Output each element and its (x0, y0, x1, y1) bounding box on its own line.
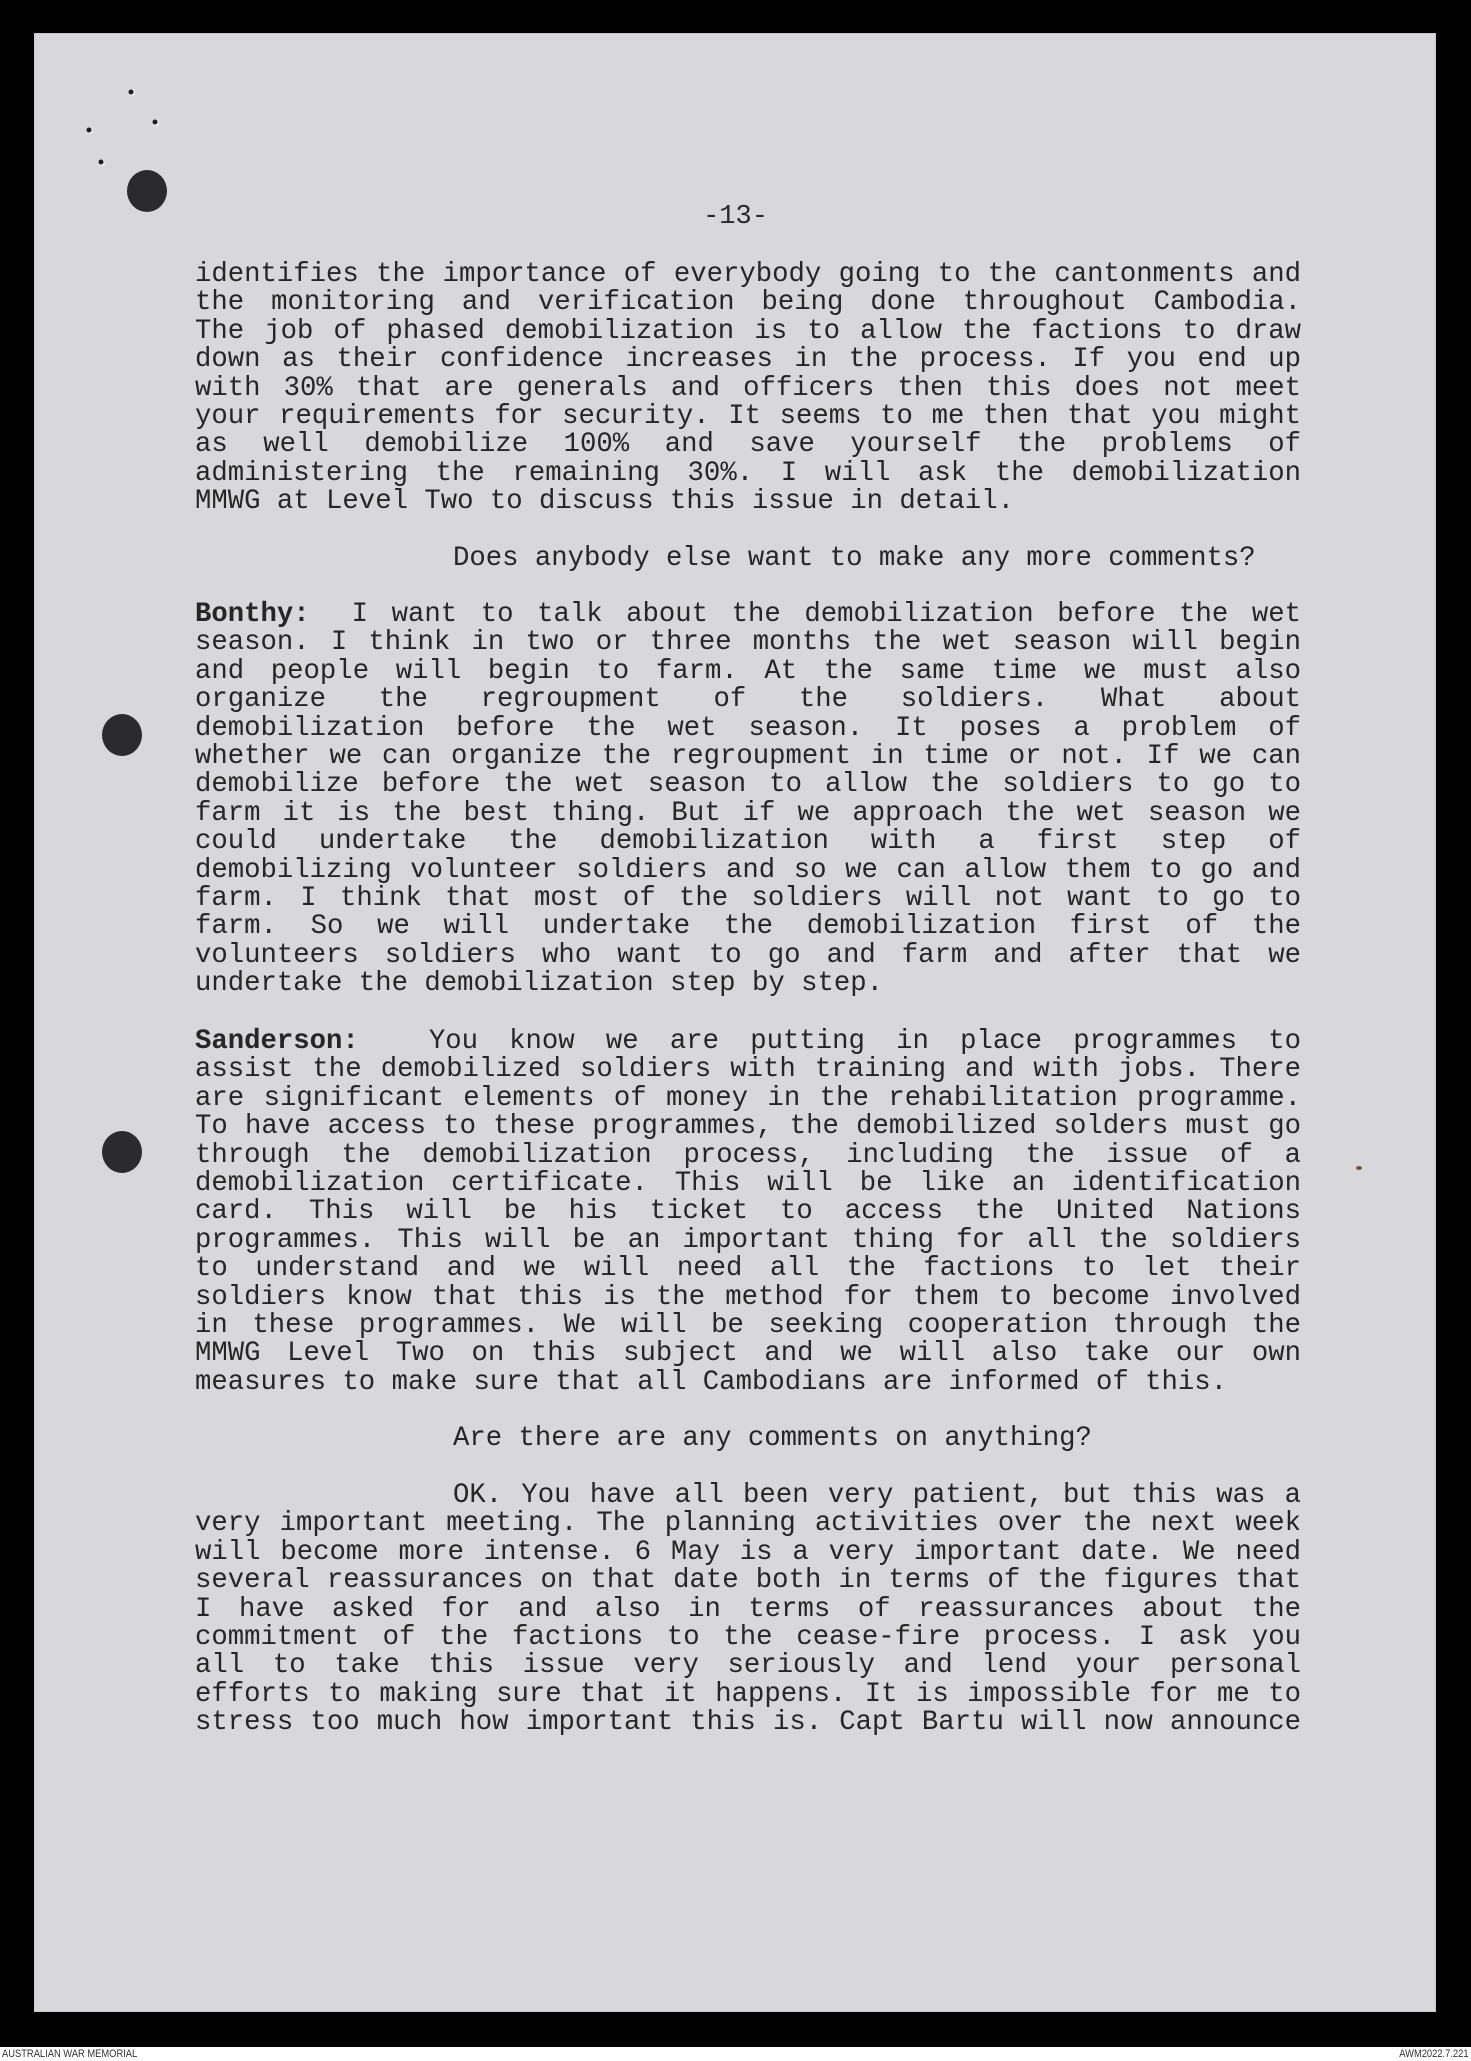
speaker-label: Sanderson: (195, 1026, 359, 1057)
text-line: several reassurances on that date both in terms of the figures that (195, 1565, 1301, 1597)
text-line: and people will begin to farm. At the same time we must also (195, 655, 1301, 687)
text-line: administering the remaining 30%. I will ask the demobilization (195, 457, 1301, 489)
text-line: will become more intense. 6 May is a very important date. We need (195, 1536, 1301, 1568)
bonthy-paragraph (195, 601, 1301, 998)
pin-hole (129, 90, 134, 95)
text-line: assist the demobilized soldiers with training and with jobs. There (195, 1054, 1301, 1086)
text-line: are significant elements of money in the rehabilitation programme. (195, 1082, 1301, 1114)
text-line: soldiers know that this is the method for them to become involved (195, 1281, 1301, 1313)
text-line: the monitoring and verification being done throughout Cambodia. (195, 287, 1301, 319)
text-line: in these programmes. We will be seeking cooperation through the (195, 1309, 1301, 1341)
text-fragment: You know we are putting in place programmes to (428, 1026, 1301, 1057)
text-line: programmes. This will be an important thing for all the soldiers (195, 1224, 1301, 1256)
closing-paragraph (195, 1482, 1301, 1738)
archive-reference: AWM2022.7.221 (1399, 2048, 1469, 2060)
text-line: undertake the demobilization step by step. (195, 968, 883, 1000)
text-line (195, 1482, 1301, 1510)
archive-footer (0, 2047, 1471, 2061)
page-number: -13- (703, 202, 768, 232)
text-line: demobilization before the wet season. It poses a problem of (195, 712, 1301, 744)
archive-name: AUSTRALIAN WAR MEMORIAL (2, 2048, 138, 2060)
text-line: To have access to these programmes, the demobilized solders must go (195, 1111, 1301, 1143)
text-line: as well demobilize 100% and save yourself the problems of (195, 429, 1301, 461)
punch-hole (102, 1131, 142, 1173)
text-line (195, 1028, 1301, 1056)
pin-hole (99, 160, 104, 165)
text-line: MMWG Level Two on this subject and we will also take our own (195, 1338, 1301, 1370)
text-line: farm. I think that most of the soldiers will not want to go to (195, 882, 1301, 914)
text-line: volunteers soldiers who want to go and farm and after that we (195, 939, 1301, 971)
text-line: through the demobilization process, including the issue of a (195, 1139, 1301, 1171)
text-line: could undertake the demobilization with a first step of (195, 826, 1301, 858)
text-line: whether we can organize the regroupment in time or not. If we can (195, 740, 1301, 772)
text-line: season. I think in two or three months the wet season will begin (195, 627, 1301, 659)
text-line: to understand and we will need all the factions to let their (195, 1253, 1301, 1285)
text-line: your requirements for security. It seems to me then that you might (195, 400, 1301, 432)
text-line: demobilization certificate. This will be like an identification (195, 1167, 1301, 1199)
pin-hole (153, 120, 158, 125)
sanderson-paragraph (195, 1028, 1301, 1397)
speaker-label: Bonthy: (195, 599, 310, 630)
paper-speck (1356, 1166, 1362, 1170)
text-line: Are there are any comments on anything? (453, 1423, 1092, 1454)
text-line: identifies the importance of everybody going to the cantonments and (195, 259, 1301, 290)
paragraph-continuation (195, 261, 1301, 517)
text-line: demobilizing volunteer soldiers and so we can allow them to go and (195, 854, 1301, 886)
text-fragment: OK. You have all been very patient, but this was a (453, 1480, 1301, 1511)
question-paragraph (195, 545, 1301, 573)
text-line: Does anybody else want to make any more comments? (453, 543, 1256, 574)
text-line: organize the regroupment of the soldiers. What about (195, 684, 1301, 716)
text-line: The job of phased demobilization is to allow the factions to draw (195, 315, 1301, 347)
text-line: stress too much how important this is. Capt Bartu will now announce (195, 1707, 1301, 1739)
punch-hole (102, 714, 142, 756)
text-line: demobilize before the wet season to allow the soldiers to go to (195, 769, 1301, 801)
text-line: all to take this issue very seriously and lend your personal (195, 1650, 1301, 1682)
text-line: farm it is the best thing. But if we approach the wet season we (195, 797, 1301, 829)
text-line: very important meeting. The planning activities over the next week (195, 1508, 1301, 1540)
text-line: efforts to making sure that it happens. It is impossible for me to (195, 1678, 1301, 1710)
question-paragraph (195, 1425, 1301, 1453)
text-line: down as their confidence increases in the process. If you end up (195, 344, 1301, 376)
pin-hole (87, 128, 92, 133)
text-line: I have asked for and also in terms of reassurances about the (195, 1593, 1301, 1625)
text-line: farm. So we will undertake the demobilization first of the (195, 911, 1301, 943)
text-line: MMWG at Level Two to discuss this issue in detail. (195, 486, 1015, 518)
text-line: with 30% that are generals and officers then this does not meet (195, 372, 1301, 404)
text-line: measures to make sure that all Cambodians are informed of this. (195, 1366, 1227, 1398)
text-line: commitment of the factions to the cease-fire process. I ask you (195, 1621, 1301, 1653)
text-fragment: I want to talk about the demobilization before the wet (351, 599, 1301, 630)
text-line: card. This will be his ticket to access the United Nations (195, 1196, 1301, 1228)
text-line (195, 601, 1301, 629)
